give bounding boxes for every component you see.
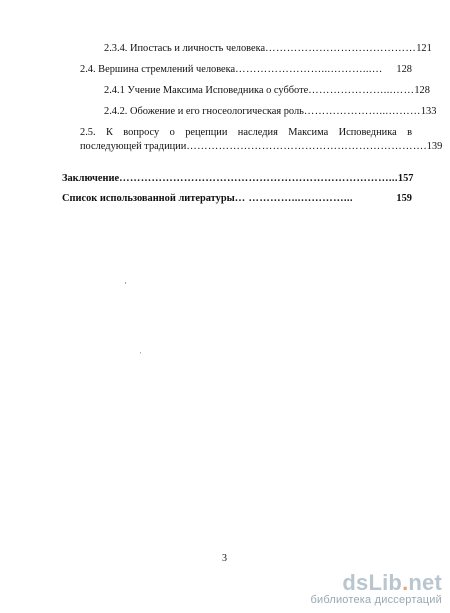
- scan-speck: ·: [124, 278, 127, 288]
- toc-entry-title: Список использованной литературы: [62, 193, 235, 204]
- toc-entry-title: 2.4. Вершина стремлений человека: [80, 64, 236, 75]
- scan-speck: ˌ: [138, 343, 147, 355]
- toc-entry-bibliography[interactable]: [62, 192, 412, 205]
- toc-entry-title: 2.3.4. Ипостась и личность человека: [104, 43, 266, 54]
- toc-entry-leader: …………………...……: [308, 85, 415, 96]
- watermark: [310, 572, 442, 607]
- watermark-tld: net: [408, 570, 442, 595]
- toc-entry-leader: ……………………………………: [265, 43, 417, 54]
- watermark-subtitle: библиотека диссертаций: [310, 594, 442, 606]
- toc-entry-page: 139: [426, 141, 443, 152]
- watermark-dot: .: [402, 570, 409, 595]
- toc-entry-title: 2.4.2. Обожение и его гносеологическая роль: [104, 106, 304, 117]
- toc-entry-page: 159: [396, 193, 412, 204]
- toc-entry-leader: …………………...………: [303, 106, 421, 117]
- watermark-brand: dsLib: [342, 570, 403, 595]
- toc-entry-title: последующей традиции: [80, 141, 187, 152]
- toc-entry-page: 157: [397, 173, 414, 184]
- toc-entry-2-4-2[interactable]: [104, 105, 437, 118]
- toc-entry-2-4-1[interactable]: [104, 84, 430, 97]
- toc-entry-page: 121: [416, 43, 432, 54]
- toc-entry-2-5-line2[interactable]: [80, 140, 443, 153]
- toc-entry-page: 133: [420, 106, 437, 117]
- toc-entry-title: Заключение: [62, 173, 120, 184]
- watermark-logo: [310, 572, 442, 594]
- page-number: 3: [222, 553, 227, 564]
- toc-entry-conclusion[interactable]: [62, 172, 412, 185]
- toc-entry-leader: ………………………………………………………….: [186, 141, 427, 152]
- toc-entry-page: 128: [396, 64, 412, 75]
- toc-entry-leader: … …………...…………...: [234, 193, 353, 204]
- toc-entry-leader: …………………………………………………………………...: [119, 173, 398, 184]
- toc-entry-2-5-line1[interactable]: 2.5. К вопросу о рецепции наследия Максима Исповедника в: [80, 127, 412, 138]
- toc-entry-leader: ……………………...………...…: [235, 64, 383, 75]
- toc-entry-2-3-4[interactable]: [104, 42, 432, 55]
- toc-entry-2-4[interactable]: [80, 63, 412, 76]
- toc-entry-title: 2.4.1 Учение Максима Исповедника о субботе: [104, 85, 309, 96]
- toc-entry-page: 128: [414, 85, 430, 96]
